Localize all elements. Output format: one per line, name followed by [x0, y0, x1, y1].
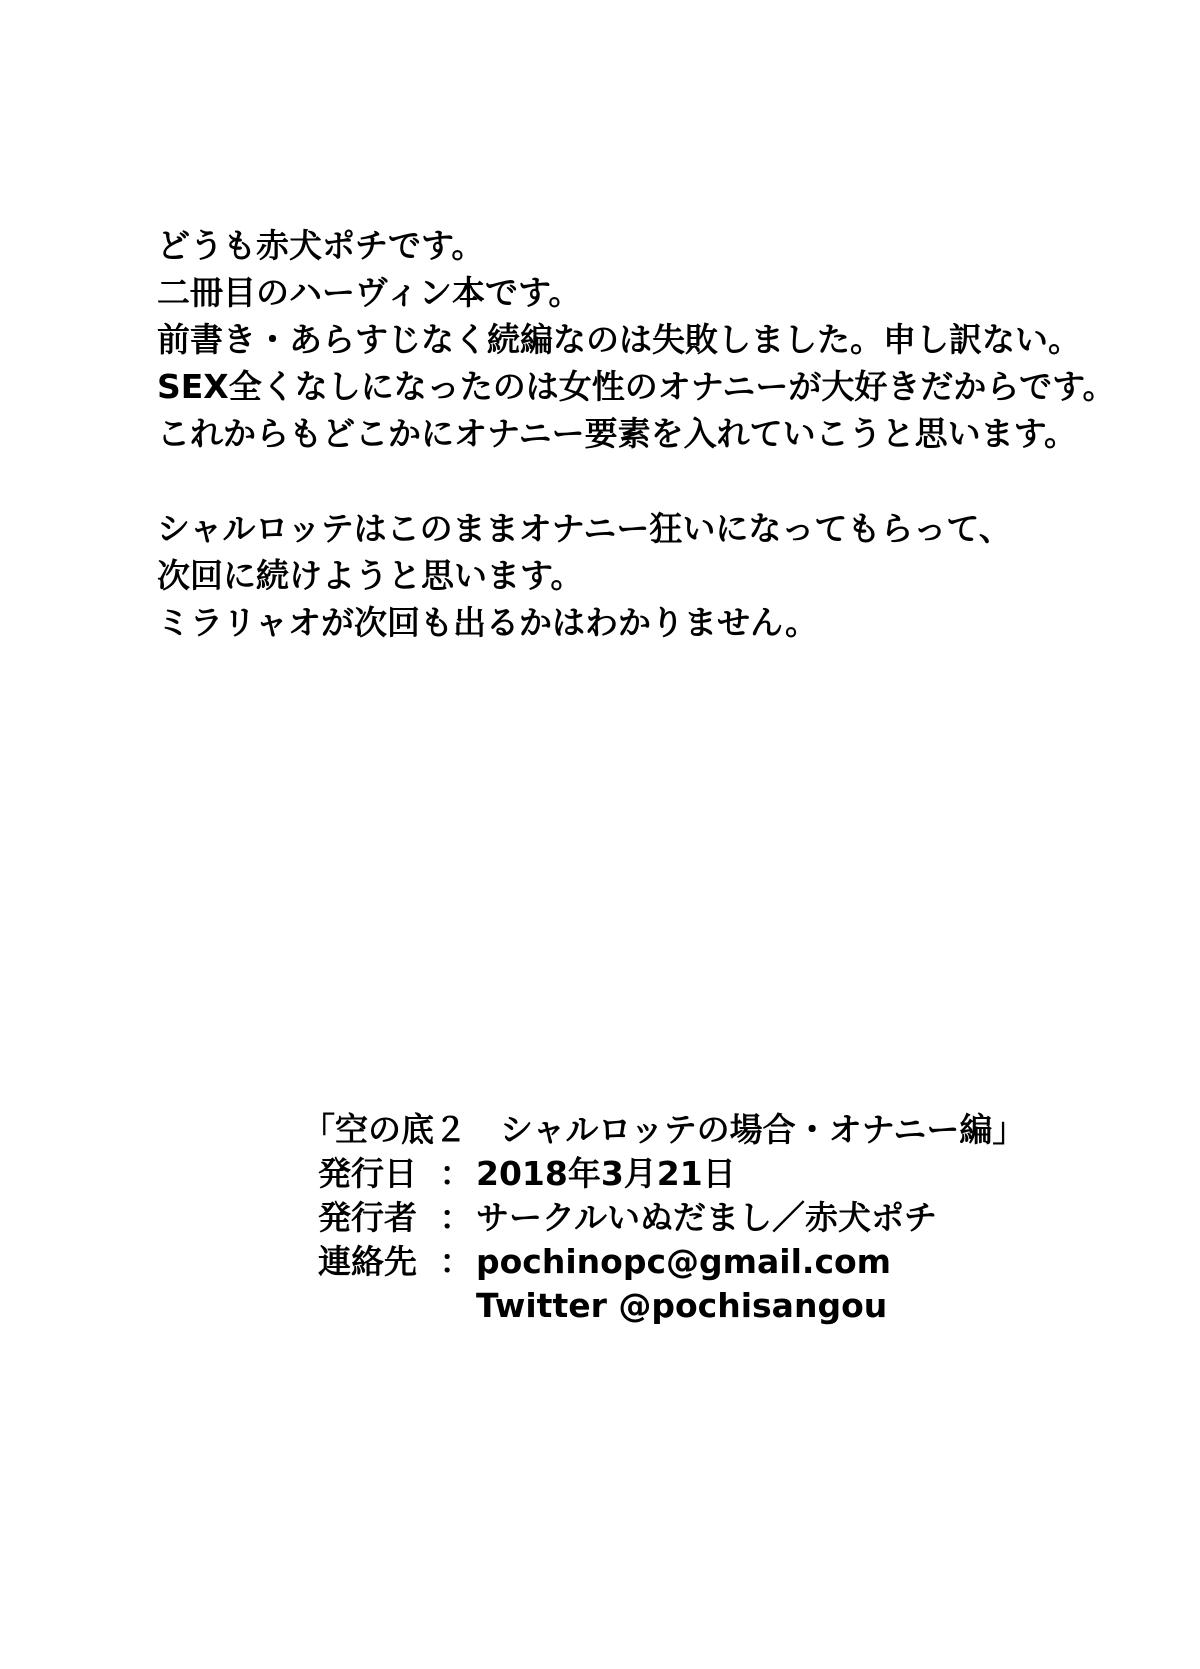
afterword-line: 次回に続けようと思います。: [157, 556, 584, 595]
contact-label: 連絡先: [318, 1242, 417, 1281]
date-separator: ：: [439, 1154, 473, 1193]
contact-email: pochinopc@gmail.com: [476, 1242, 892, 1281]
publication-date-row: [300, 1152, 1180, 1196]
contact-row: [300, 1240, 1180, 1284]
paragraph-gap: [157, 457, 1117, 505]
afterword-line: 前書き・あらすじなく続編なのは失敗しました。申し訳ない。: [157, 320, 1081, 359]
book-title: 「空の底２ シャルロッテの場合・オナニー編」: [302, 1110, 1026, 1149]
date-value: 2018年3月21日: [476, 1154, 736, 1193]
date-label: 発行日: [318, 1154, 417, 1193]
afterword-line: 二冊目のハーヴィン本です。: [157, 273, 582, 312]
afterword-line: どうも赤犬ポチです。: [157, 226, 485, 265]
twitter-row: [300, 1284, 1180, 1328]
afterword-line: これからもどこかにオナニー要素を入れていこうと思います。: [157, 414, 1078, 453]
publisher-row: [300, 1196, 1180, 1240]
contact-separator: ：: [439, 1242, 473, 1281]
publisher-value: サークルいぬだまし／赤犬ポチ: [476, 1198, 938, 1237]
publisher-label: 発行者: [318, 1198, 417, 1237]
afterword-line: ミラリャオが次回も出るかはわかりません。: [157, 603, 818, 642]
colophon: [300, 1108, 1180, 1328]
twitter-indent: [300, 1284, 476, 1328]
publisher-separator: ：: [439, 1198, 473, 1237]
afterword-line: シャルロッテはこのままオナニー狂いになってもらって、: [157, 509, 1012, 548]
colophon-title-row: [300, 1108, 1180, 1152]
afterword-line: SEX全くなしになったのは女性のオナニーが大好きだからです。: [157, 367, 1116, 406]
afterword-text: [157, 222, 1117, 646]
contact-twitter: Twitter @pochisangou: [476, 1286, 888, 1325]
